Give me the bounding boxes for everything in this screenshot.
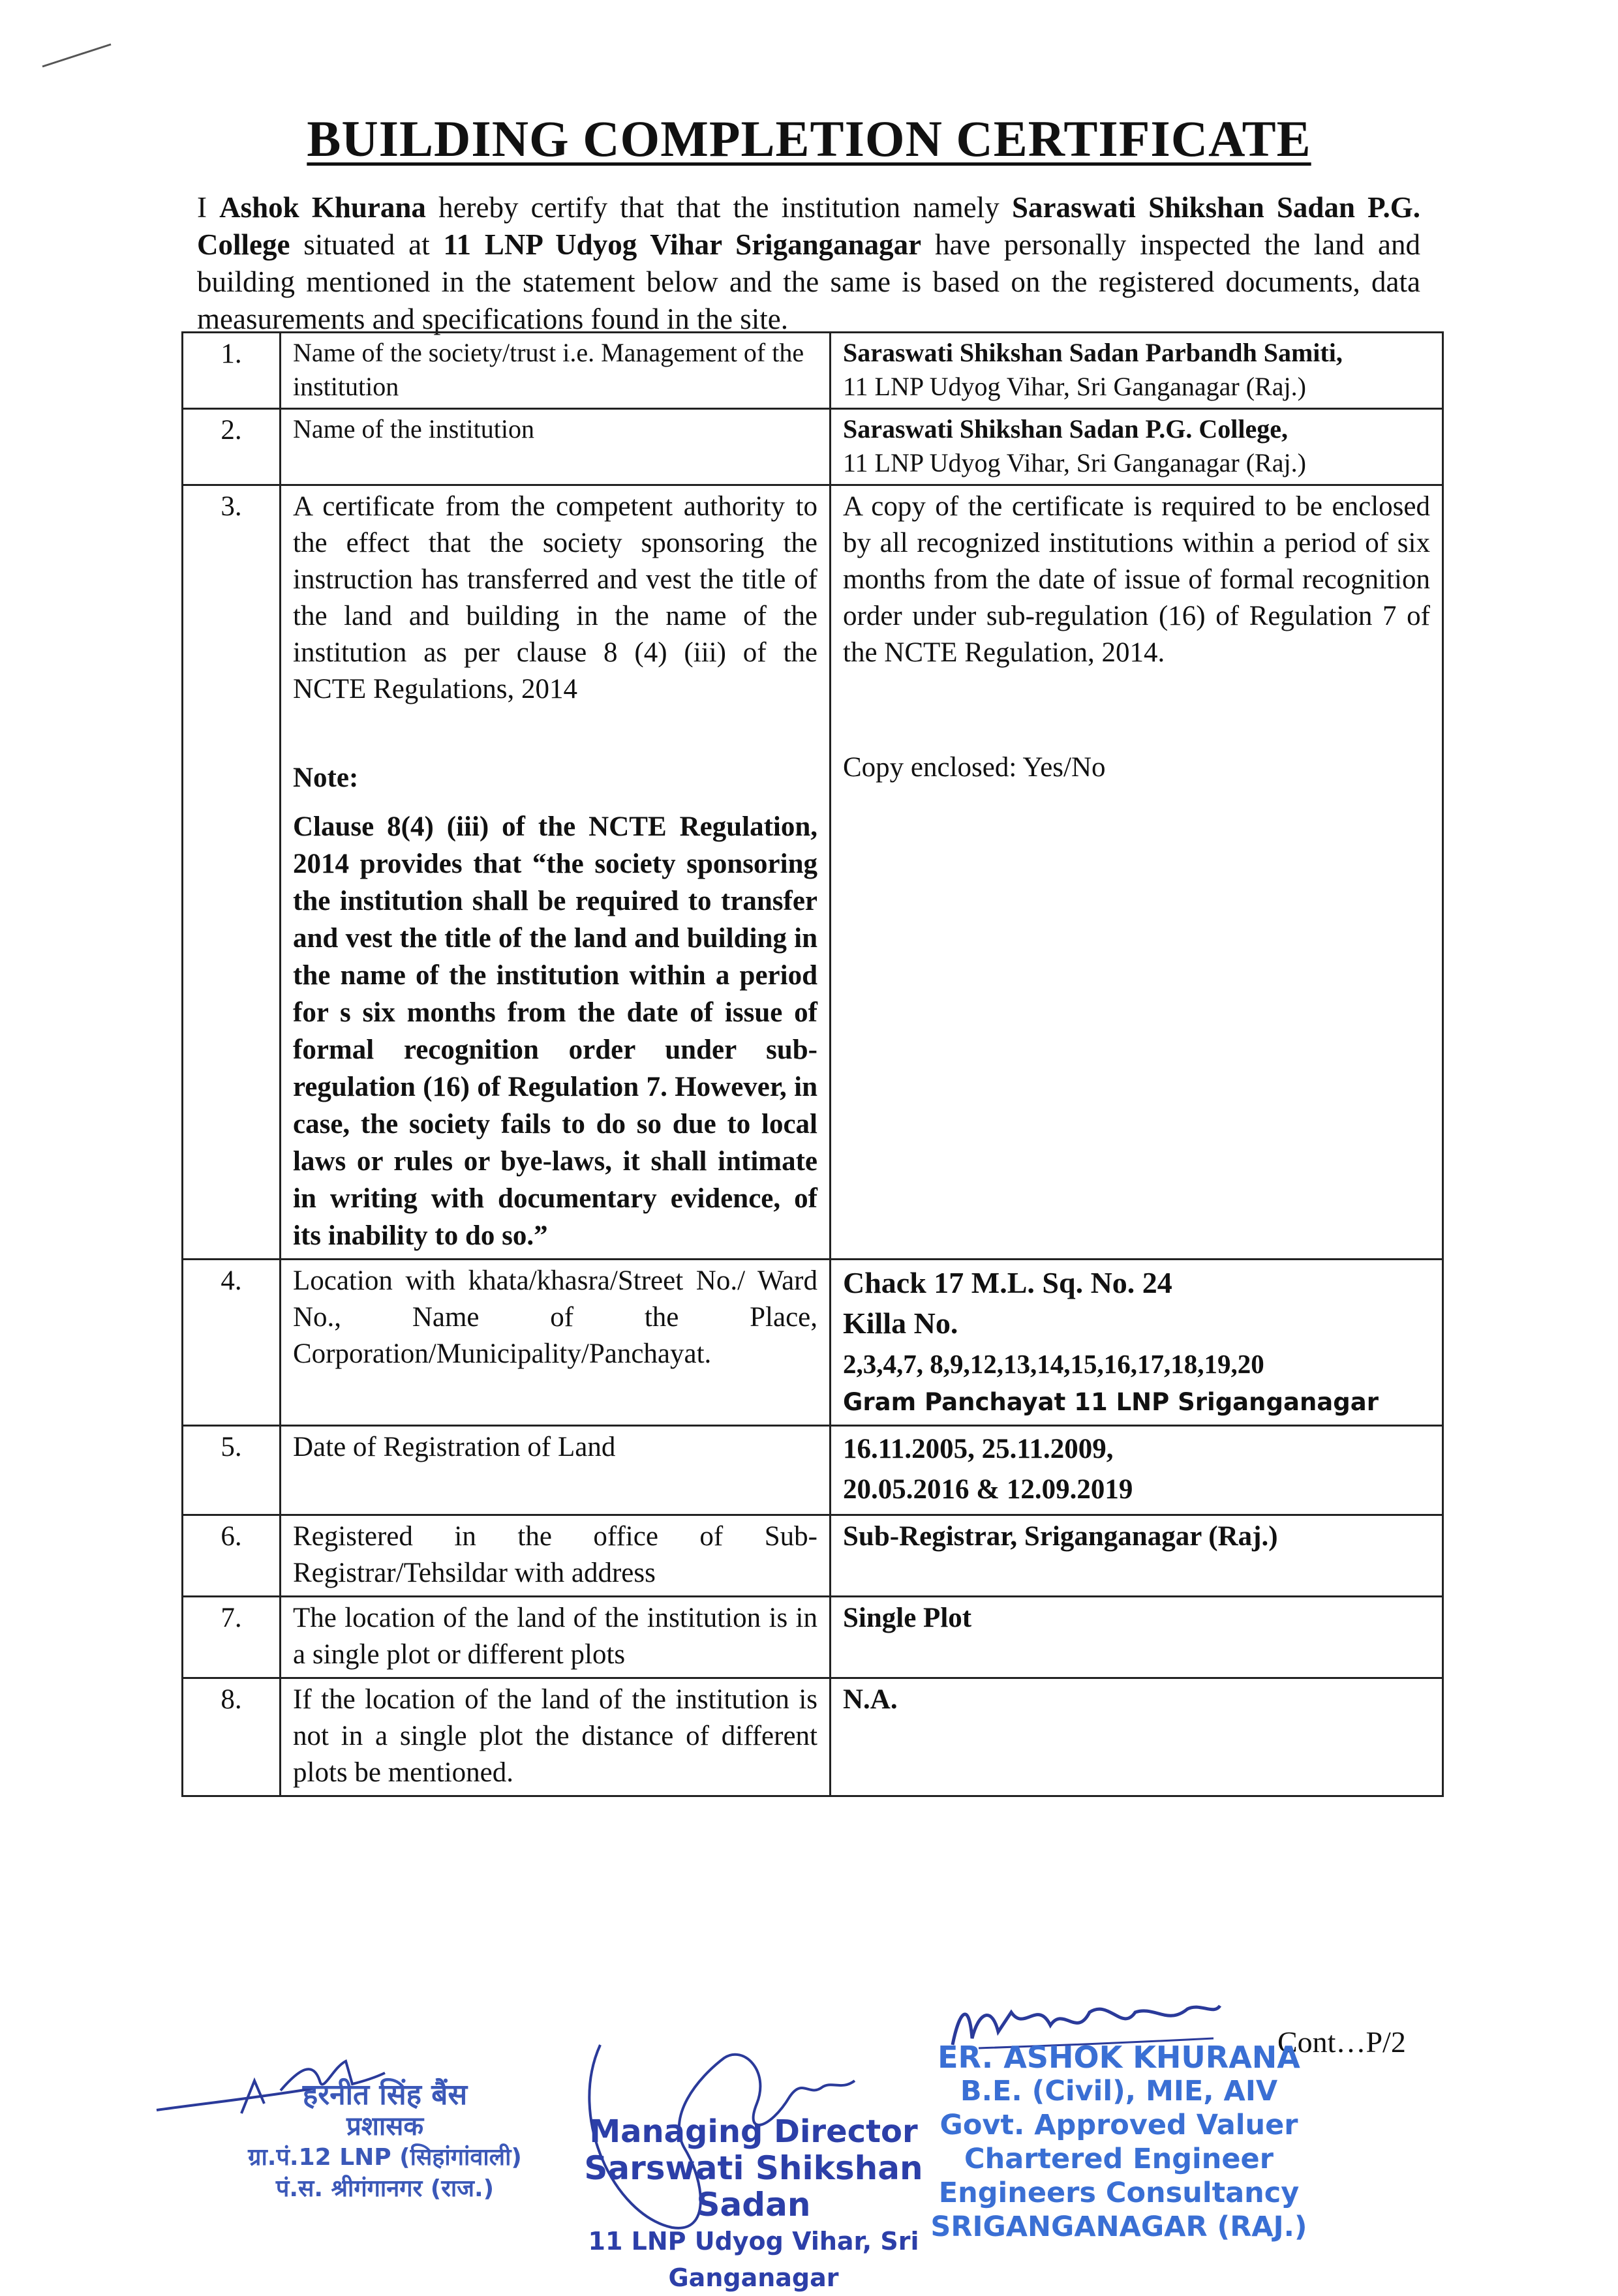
row-value: Saraswati Shikshan Sadan Parbandh Samiti, 11 LNP Udyog Vihar, Sri Ganganagar (Raj.) [831,333,1443,409]
row-label: A certificate from the competent authority to the effect that the society sponsoring the instruction has transferred and vest the title of the land and building in the name of the institution as per clause 8 (4) (iii) of the NCTE Regulations, 2014 Note: Clause 8(4) (iii) of the NCTE Regulation, 2014 provides that “the society sponsoring the institution shall be required to transfer and vest the title of the land and building in the name of the institution within a period for s six months from the date of issue of formal recognition order under sub-regulation (16) of Regulation 7. However, in case, the society fails to do so due to local laws or rules or bye-laws, it shall intimate in writing with documentary evidence, of its inability to do so.” [281,485,831,1260]
row-number: 1. [183,333,281,409]
institution-location: 11 LNP Udyog Vihar Sriganganagar [443,228,922,261]
row-number: 3. [183,485,281,1260]
certifier-name: Ashok Khurana [219,191,426,224]
row-value: N.A. [831,1678,1443,1796]
details-table [181,331,1444,1797]
row-label: Name of the society/trust i.e. Management of the institution [281,333,831,409]
row-number: 2. [183,409,281,485]
table-row [183,1597,1443,1678]
stamp-managing-director: Managing Director Sarswati Shikshan Sadan 11 LNP Udyog Vihar, Sri Ganganagar [584,2113,923,2292]
row-label: Name of the institution [281,409,831,485]
row-value: Chack 17 M.L. Sq. No. 24 Killa No. 2,3,4,7, 8,9,12,13,14,15,16,17,18,19,20 Gram Panchayat 11 LNP Sriganganagar [831,1260,1443,1426]
continuation-note: Cont…P/2 [1277,2025,1406,2059]
row-label: Location with khata/khasra/Street No./ Ward No., Name of the Place, Corporation/Municipality/Panchayat. [281,1260,831,1426]
table-row [183,1515,1443,1597]
pen-stroke-mark [39,39,117,72]
row-value: 16.11.2005, 25.11.2009, 20.05.2016 & 12.09.2019 [831,1426,1443,1515]
row-value: A copy of the certificate is required to be enclosed by all recognized institutions within a period of six months from the date of issue of formal recognition order under sub-regulation (16) of Regulation 7 of the NCTE Regulation, 2014. Copy enclosed: Yes/No [831,485,1443,1260]
row-label: The location of the land of the institution is in a single plot or different plots [281,1597,831,1678]
document-title: BUILDING COMPLETION CERTIFICATE [307,110,1311,167]
note-title: Note: [293,763,359,793]
row-label: If the location of the land of the institution is not in a single plot the distance of different plots be mentioned. [281,1678,831,1796]
row-value: Saraswati Shikshan Sadan P.G. College, 11 LNP Udyog Vihar, Sri Ganganagar (Raj.) [831,409,1443,485]
table-row [183,333,1443,409]
institution-name: Saraswati Shikshan Sadan P.G. College [197,191,1420,261]
table-row [183,1260,1443,1426]
row-value: Single Plot [831,1597,1443,1678]
stamp-engineer: ER. ASHOK KHURANA B.E. (Civil), MIE, AIV Govt. Approved Valuer Chartered Engineer Engineers Consultancy SRIGANGANAGAR (RAJ.) [930,2040,1307,2243]
intro-paragraph: I Ashok Khurana hereby certify that that the institution namely Saraswati Shikshan Sadan P.G. College situated at 11 LNP Udyog Vihar Sriganganagar have personally inspected the land and building mentioned in the statement below and the same is based on the registered documents, data measurements and specifications found in the site. [197,191,1420,335]
table-row [183,485,1443,1260]
row-value: Sub-Registrar, Sriganganagar (Raj.) [831,1515,1443,1597]
row-number: 7. [183,1597,281,1678]
row-number: 5. [183,1426,281,1515]
table-row [183,409,1443,485]
stamp-panchayat-administrator: हरनीत सिंह बैंस प्रशासक ग्रा.पं.12 LNP (सिहांगांवाली) पं.स. श्रीगंगानगर (राज.) [248,2078,522,2202]
row-number: 4. [183,1260,281,1426]
note-text: Clause 8(4) (iii) of the NCTE Regulation, 2014 provides that “the society sponsoring the institution shall be required to transfer and vest the title of the land and building in the name of the institution within a period for s six months from the date of issue of formal recognition order under sub-regulation (16) of Regulation 7. However, in case, the society fails to do so due to local laws or rules or bye-laws, it shall intimate in writing with documentary evidence, of its inability to do so.” [293,811,817,1251]
row-number: 6. [183,1515,281,1597]
table-row [183,1426,1443,1515]
table-row [183,1678,1443,1796]
copy-enclosed: Copy enclosed: Yes/No [843,752,1106,783]
row-label: Date of Registration of Land [281,1426,831,1515]
row-number: 8. [183,1678,281,1796]
row-label: Registered in the office of Sub-Registrar/Tehsildar with address [281,1515,831,1597]
